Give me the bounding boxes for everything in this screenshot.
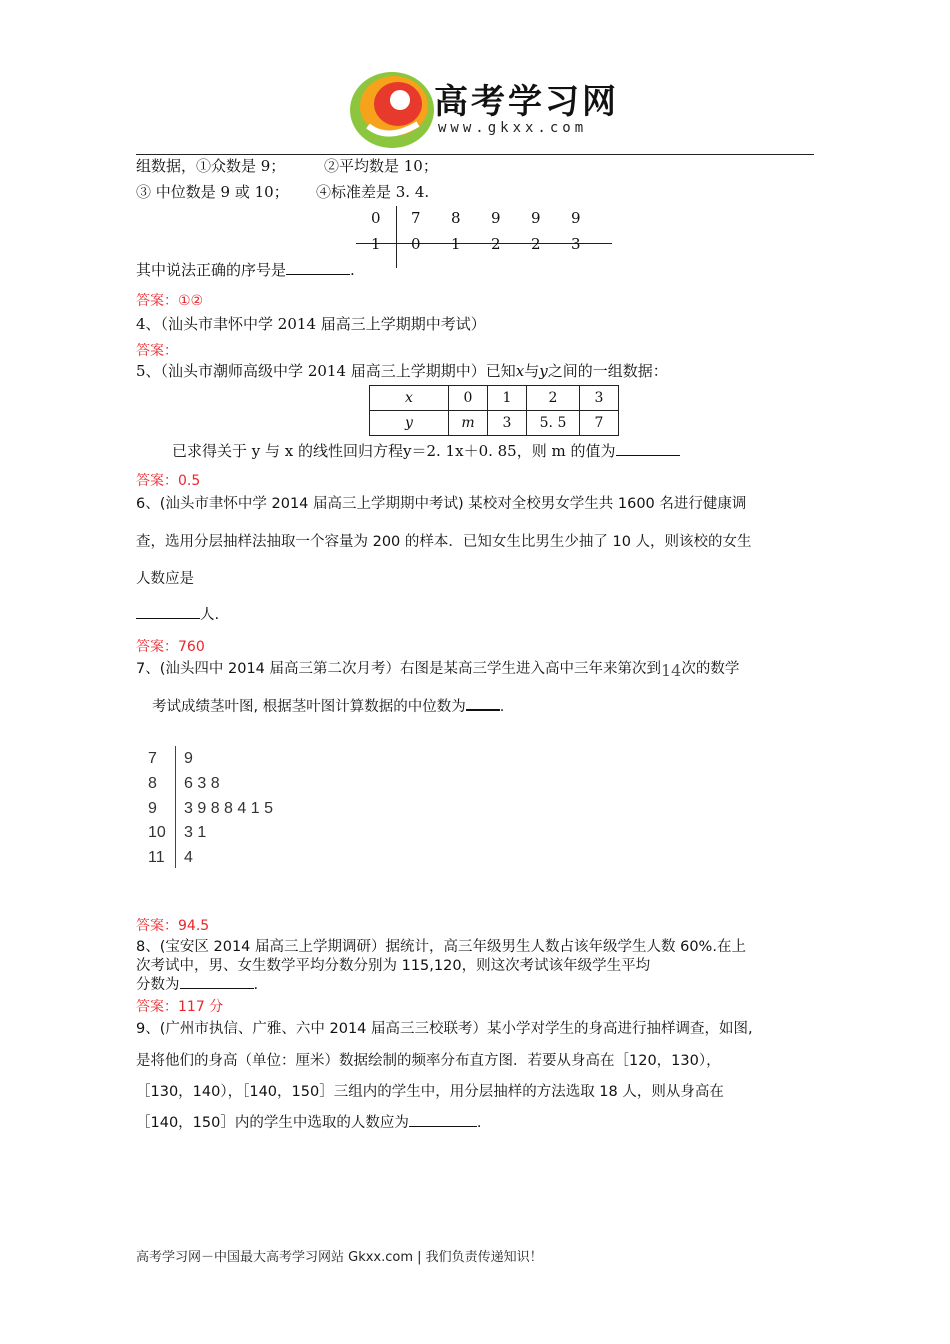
table-row [370,386,619,411]
q5-followup: 已求得关于 y 与 x 的线性回归方程y＝2. 1x＋0. 85，则 m 的值为 [172,441,680,461]
q7-answer: 答案：94.5 [136,918,210,934]
q5-data-table [369,385,619,436]
q9-line2: 是将他们的身高（单位：厘米）数据绘制的频率分布直方图．若要从身高在［120，130）， [136,1053,721,1069]
q7-line1: 7、(汕头四中 2014 届高三第二次月考）右图是某高三学生进入高中三年来第次到14次的数学 [136,661,740,680]
stem-divider [175,746,176,868]
x-cell: 3 [580,386,619,411]
logo-emblem-icon [348,66,438,150]
leaf-1-0: 0 [411,235,421,253]
q6-line2: 查，选用分层抽样法抽取一个容量为 200 的样本．已知女生比男生少抽了 10 人，则该校的女生 [136,534,752,550]
leaf-0-2: 9 [491,209,501,227]
stem-7: 7 [148,750,157,767]
q9-line3: ［130，140），［140，150］三组内的学生中，用分层抽样的方法选取 18 人，则从身高在 [136,1084,724,1100]
q6-line1: 6、(汕头市聿怀中学 2014 届高三上学期期中考试) 某校对全校男女学生共 1600 名进行健康调 [136,496,747,512]
q3-line1b: ②平均数是 10； [324,157,438,175]
table-row [370,411,619,436]
leaf-1-4: 3 [571,235,581,253]
x-cell: 2 [527,386,580,411]
q5-answer: 答案：0.5 [136,473,201,489]
q9-line1: 9、(广州市执信、广雅、六中 2014 届高三三校联考）某小学对学生的身高进行抽样调查，如图, [136,1021,753,1037]
x-cell: 1 [488,386,527,411]
stem-divider [396,206,397,268]
q7-stem-leaf-plot [146,746,306,870]
leaf-1-2: 2 [491,235,501,253]
leaf-0-0: 7 [411,209,421,227]
q3-line2b: ④标准差是 3. 4. [316,183,430,201]
q3-line2a: ③ 中位数是 9 或 10； [136,183,289,201]
leaf-1-1: 1 [451,235,461,253]
leaves-8: 6 3 8 [184,775,220,792]
q3-stem-leaf-plot [356,206,616,270]
page-footer: 高考学习网－中国最大高考学习网站 Gkxx.com | 我们负责传递知识！ [136,1250,543,1265]
leaf-0-4: 9 [571,209,581,227]
y-header: y [370,411,449,436]
stem-row-1: 1 [371,235,381,253]
q6-line3: 人数应是 [136,571,194,587]
q9-line4: ［140，150］内的学生中选取的人数应为 . [136,1115,482,1131]
q6-line4: 人. [136,605,219,625]
y-cell: 5. 5 [527,411,580,436]
leaves-10: 3 1 [184,824,207,841]
stem-10: 10 [148,824,166,841]
leaf-1-3: 2 [531,235,541,253]
logo-url: www.gkxx.com [438,120,588,136]
logo-text: 高考学习网 [434,82,619,122]
site-logo [348,66,618,150]
q3-question: 其中说法正确的序号是 . [136,261,355,279]
x-cell: 0 [449,386,488,411]
q8-answer: 答案：117 分 [136,999,224,1015]
leaf-0-3: 9 [531,209,541,227]
y-cell: 7 [580,411,619,436]
stem-11: 11 [148,849,165,866]
y-cell: m [449,411,488,436]
leaves-11: 4 [184,849,193,866]
q8-line3: 分数为 . [136,977,259,993]
q8-line2: 次考试中，男、女生数学平均分数分别为 115,120，则这次考试该年级学生平均 [136,958,651,974]
q3-answer: 答案：①② [136,293,204,309]
y-cell: 3 [488,411,527,436]
q8-line1: 8、(宝安区 2014 届高三上学期调研）据统计，高三年级男生人数占该年级学生人数 60%.在上 [136,939,746,955]
stem-row-0: 0 [371,209,381,227]
leaves-9: 3 9 8 8 4 1 5 [184,800,273,817]
q7-line2: 考试成绩茎叶图, 根据茎叶图计算数据的中位数为 . [152,699,505,715]
q6-answer: 答案：760 [136,639,205,655]
leaves-7: 9 [184,750,193,767]
x-header: x [370,386,449,411]
q4-text: 4、（汕头市聿怀中学 2014 届高三上学期期中考试） [136,315,486,333]
stem-9: 9 [148,800,157,817]
q5-text: 5、（汕头市潮师高级中学 2014 届高三上学期期中）已知x与y之间的一组数据： [136,362,668,380]
header-rule [136,154,814,155]
q4-answer: 答案： [136,343,178,359]
q3-line1a: 组数据，①众数是 9； [136,157,286,175]
stem-8: 8 [148,775,157,792]
leaf-0-1: 8 [451,209,461,227]
